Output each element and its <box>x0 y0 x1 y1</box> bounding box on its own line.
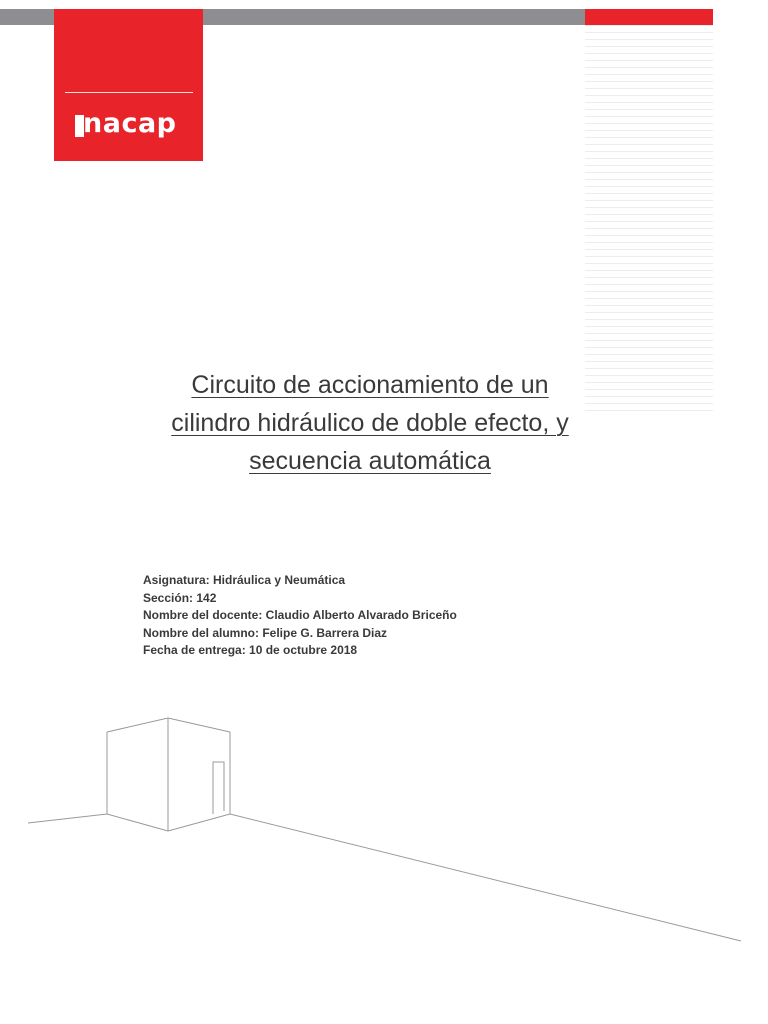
info-date: Fecha de entrega: 10 de octubre 2018 <box>143 643 358 657</box>
title-line-1: Circuito de accionamiento de un <box>191 371 549 399</box>
info-section: Sección: 142 <box>143 590 217 605</box>
sketch-box-top-left <box>107 718 168 732</box>
title-line-2: cilindro hidráulico de doble efecto, y <box>171 409 569 437</box>
architectural-sketch <box>0 700 768 960</box>
sketch-box-bottom-right <box>168 814 230 831</box>
document-title <box>120 366 620 480</box>
title-line-3: secuencia automática <box>249 447 491 475</box>
info-student: Nombre del alumno: Felipe G. Barrera Diaz <box>143 625 388 640</box>
sketch-ground-right <box>230 814 741 941</box>
sketch-door <box>213 762 224 814</box>
sketch-ground-left <box>28 814 107 823</box>
document-info <box>143 572 457 660</box>
info-subject: Asignatura: Hidráulica y Neumática <box>143 573 346 587</box>
logo-text: nacap <box>83 108 177 139</box>
logo-block <box>54 9 203 161</box>
decorative-stripes <box>585 25 713 413</box>
sketch-box-top-right <box>168 718 230 732</box>
sketch-box-bottom-left <box>107 814 168 831</box>
logo-divider <box>65 92 193 93</box>
top-red-accent-bar <box>585 9 713 25</box>
info-teacher: Nombre del docente: Claudio Alberto Alvarado Briceño <box>143 608 457 622</box>
